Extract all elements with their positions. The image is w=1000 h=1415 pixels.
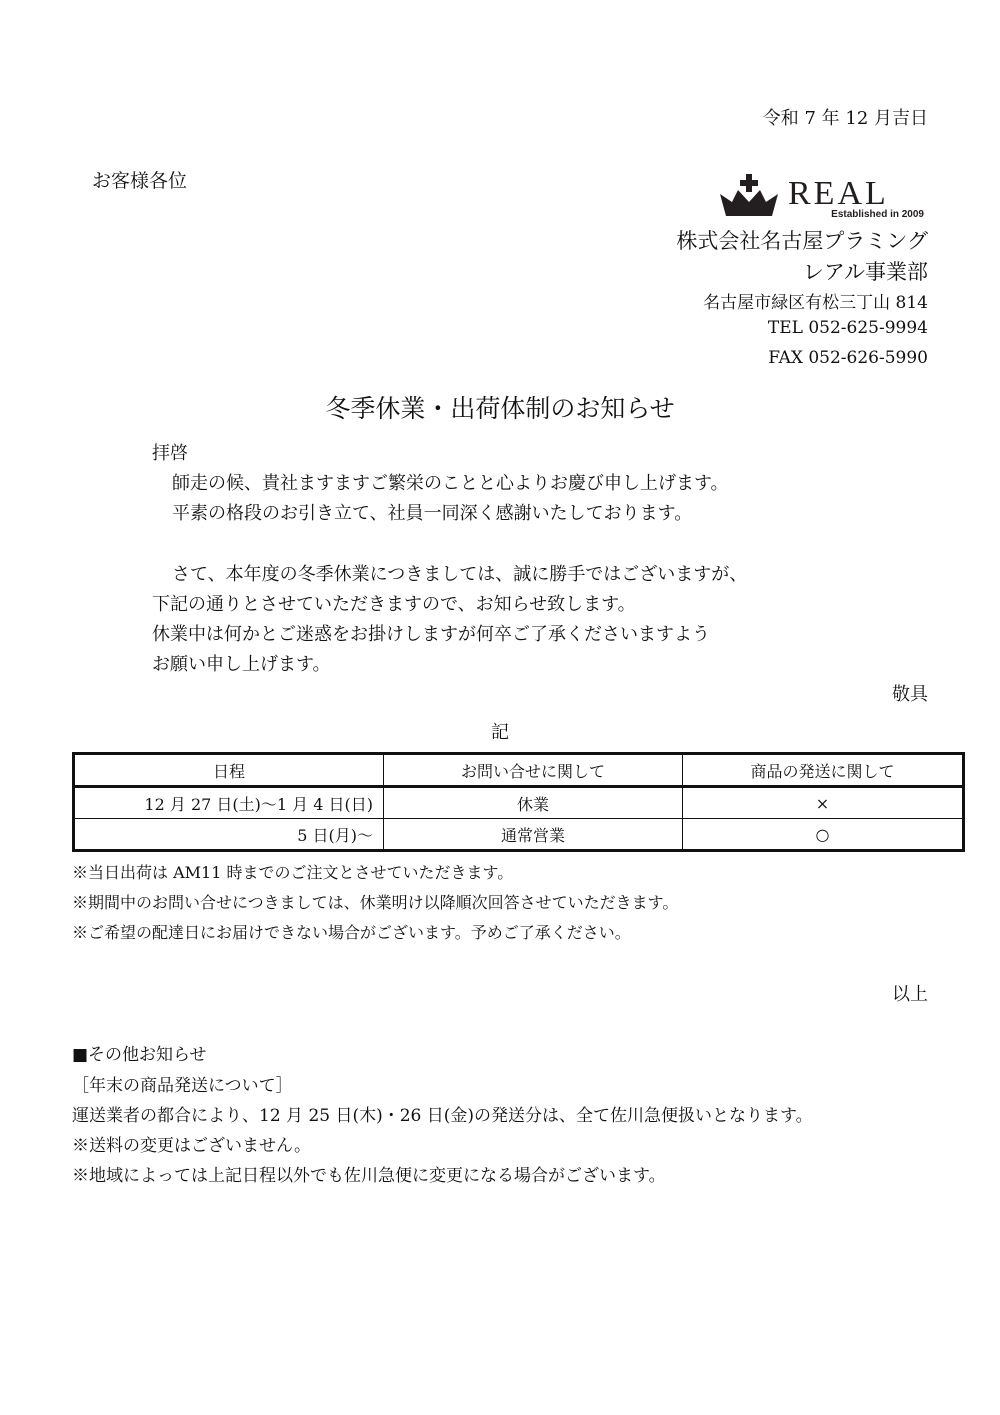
note: ※当日出荷は AM11 時までのご注文とさせていただきます。	[72, 863, 514, 882]
document-date: 令和 7 年 12 月吉日	[762, 108, 928, 129]
real-logo	[718, 172, 938, 220]
other-notices-subheading: ［年末の商品発送について］	[72, 1076, 293, 1096]
cell-shipping: ×	[683, 787, 964, 819]
other-notices-heading: ■その他お知らせ	[72, 1045, 207, 1065]
letter-line: 平素の格段のお引き立て、社員一同深く感謝いたしております。	[172, 503, 693, 524]
header-inquiries: お問い合せに関して	[384, 754, 683, 787]
letter-line: さて、本年度の冬季休業につきましては、誠に勝手ではございますが、	[172, 564, 748, 585]
table-row	[74, 787, 964, 819]
end-mark: 以上	[892, 984, 928, 1005]
other-notice-line: ※送料の変更はございません。	[72, 1136, 312, 1156]
cell-shipping: ○	[683, 819, 964, 851]
company-address: 名古屋市緑区有松三丁山 814	[703, 293, 928, 313]
letter-line: 下記の通りとさせていただきますので、お知らせ致します。	[152, 594, 636, 615]
cell-dates: 5 日(月)～	[74, 819, 384, 851]
addressee: お客様各位	[92, 170, 188, 192]
header-shipping: 商品の発送に関して	[683, 754, 964, 787]
greeting: 拝啓	[152, 443, 188, 464]
note: ※期間中のお問い合せにつきましては、休業明け以降順次回答させていただきます。	[72, 893, 679, 912]
table-header-row	[74, 754, 964, 787]
cell-inquiries: 通常営業	[384, 819, 683, 851]
logo-wordmark: REAL	[788, 175, 889, 212]
header-schedule: 日程	[74, 754, 384, 787]
table-row	[74, 819, 964, 851]
page-title: 冬季休業・出荷体制のお知らせ	[325, 394, 675, 423]
cell-dates: 12 月 27 日(土)～1 月 4 日(日)	[74, 787, 384, 819]
division-name: レアル事業部	[802, 260, 928, 284]
crown-icon	[720, 174, 778, 216]
letter-line: お願い申し上げます。	[152, 654, 331, 675]
other-notice-line: ※地域によっては上記日程以外でも佐川急便に変更になる場合がございます。	[72, 1166, 666, 1186]
company-tel: TEL 052-625-9994	[767, 318, 928, 338]
company-name: 株式会社名古屋プラミング	[676, 229, 928, 253]
company-fax: FAX 052-626-5990	[768, 348, 928, 368]
closing-phrase: 敬具	[892, 684, 928, 705]
logo-tagline: Established in 2009	[831, 209, 924, 220]
letter-line: 休業中は何かとご迷惑をお掛けしますが何卒ご了承くださいますよう	[152, 624, 710, 645]
schedule-table	[72, 752, 965, 852]
ki-mark: 記	[491, 722, 509, 743]
cell-inquiries: 休業	[384, 787, 683, 819]
note: ※ご希望の配達日にお届けできない場合がございます。予めご了承ください。	[72, 923, 631, 942]
letter-line: 師走の候、貴社ますますご繁栄のことと心よりお慶び申し上げます。	[172, 473, 729, 494]
other-notice-line: 運送業者の都合により、12 月 25 日(木)・26 日(金)の発送分は、全て佐川急便扱いとなります。	[72, 1106, 813, 1126]
